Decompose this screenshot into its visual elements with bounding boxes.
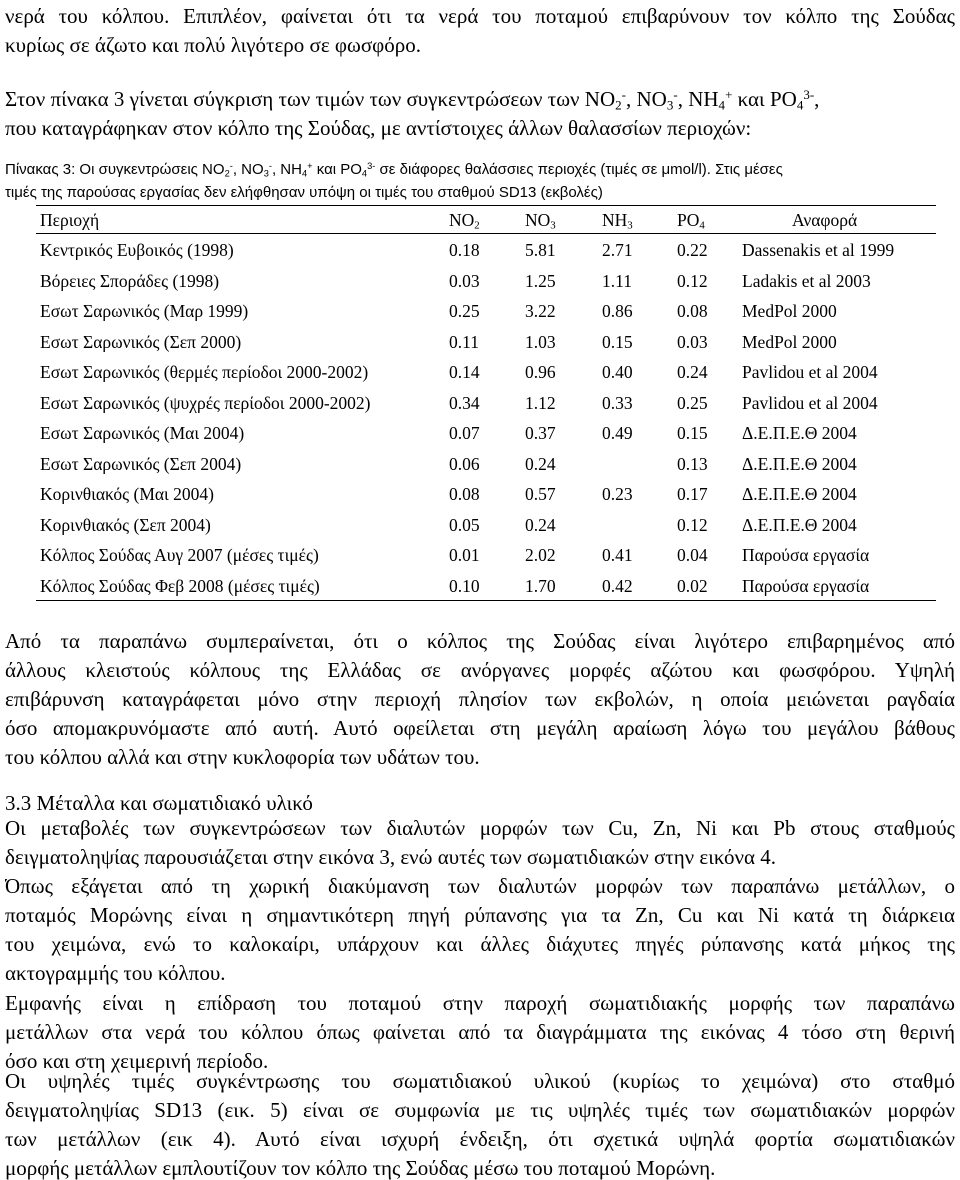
cell-no2: 0.03	[449, 270, 480, 291]
cell-po4: 0.15	[677, 423, 708, 443]
text-line: δειγματοληψίας SD13 (εικ. 5) είναι σε συμφωνία με τις υψηλές τιμές των σωματιδιακών μορφών	[5, 1098, 955, 1122]
cell-po4: 0.08	[677, 301, 708, 321]
cell-nh3: 0.40	[602, 362, 633, 382]
cell-ref: MedPol 2000	[742, 331, 837, 352]
cell-region: Εσωτ Σαρωνικός (Σεπ 2004)	[40, 453, 242, 474]
section-heading: 3.3 Μέταλλα και σωματιδιακό υλικό	[5, 791, 313, 815]
cell-no3: 1.25	[525, 270, 556, 291]
cell-ref: Pavlidou et al 2004	[742, 392, 878, 413]
text-line: Όπως εξάγεται από τη χωρική διακύμανση των διαλυτών μορφών των παραπάνω μετάλλων, ο	[5, 874, 955, 898]
cell-region: Εσωτ Σαρωνικός (θερμές περίοδοι 2000-2002)	[40, 362, 369, 382]
comparison-line-1	[5, 87, 955, 111]
cell-ref: Δ.Ε.Π.Ε.Θ 2004	[742, 453, 857, 474]
cell-ref: Δ.Ε.Π.Ε.Θ 2004	[742, 484, 857, 504]
text-line: Οι μεταβολές των συγκεντρώσεων των διαλυτών μορφών των Cu, Zn, Ni και Pb στους σταθμούς	[5, 816, 955, 840]
table-caption-line-1: Πίνακας 3: Οι συγκεντρώσεις $NO_2^-$, $NO_3^-$, $NH_4^+$ και $PO_4^{3-}$ σε διάφορες θαλάσσιες περιοχές (τιμές σε μmol/l). Στις μέσες	[5, 160, 783, 179]
cell-no2: 0.05	[449, 514, 480, 535]
cell-nh3: 1.11	[602, 270, 632, 291]
cell-region: Βόρειες Σποράδες (1998)	[40, 270, 220, 291]
text-line: όσο απομακρυνόμαστε από αυτή. Αυτό οφείλεται στη μεγάλη αραίωση λόγω του μεγάλου βάθους	[5, 716, 955, 740]
cell-no2: 0.14	[449, 362, 480, 382]
cell-nh3: 2.71	[602, 240, 633, 260]
cell-no3: 5.81	[525, 240, 556, 260]
comparison-line-2: που καταγράφηκαν στον κόλπο της Σούδας, με αντίστοιχες άλλων θαλασσίων περιοχών:	[5, 116, 752, 140]
cell-nh3: 0.41	[602, 545, 633, 565]
header-reference: Αναφορά	[792, 210, 858, 230]
cell-ref: Pavlidou et al 2004	[742, 362, 878, 382]
comparison-line-1-text: Στον πίνακα 3 γίνεται σύγκριση των τιμών των συγκεντρώσεων των $NO_2^-$, $NO_3^-$, $NH_4^+$ και $PO_4^{3-}$,	[5, 86, 820, 113]
header-po4: $PO_4$	[677, 210, 705, 232]
cell-no2: 0.34	[449, 392, 480, 413]
text-line: Οι υψηλές τιμές συγκέντρωσης του σωματιδιακού υλικού (κυρίως το χειμώνα) στο σταθμό	[5, 1069, 955, 1093]
cell-no2: 0.11	[449, 331, 479, 352]
cell-po4: 0.13	[677, 453, 708, 474]
header-nh3: $NH_3$	[602, 210, 633, 232]
cell-no3: 0.24	[525, 514, 556, 535]
text-line: ποταμός Μορώνης είναι η σημαντικότερη πηγή ρύπανσης για τα Zn, Cu και Ni κατά τη διάρκεια	[5, 903, 955, 927]
cell-region: Κορινθιακός (Μαι 2004)	[40, 484, 214, 504]
cell-no2: 0.06	[449, 453, 480, 474]
cell-region: Εσωτ Σαρωνικός (Σεπ 2000)	[40, 331, 242, 352]
text-line: των μετάλλων (εικ 4). Αυτό είναι ισχυρή ένδειξη, ότι σχετικά υψηλά φορτία σωματιδιακών	[5, 1127, 955, 1151]
intro-line-2: κυρίως σε άζωτο και πολύ λιγότερο σε φωσφόρο.	[5, 33, 422, 57]
cell-po4: 0.12	[677, 270, 708, 291]
text-line: άλλους κλειστούς κόλπους της Ελλάδας σε ανόργανες μορφές αζώτου και φωσφόρου. Υψηλή	[5, 658, 955, 682]
cell-po4: 0.04	[677, 545, 708, 565]
cell-po4: 0.17	[677, 484, 708, 504]
cell-ref: Δ.Ε.Π.Ε.Θ 2004	[742, 514, 857, 535]
cell-no2: 0.25	[449, 301, 480, 321]
text-line: Εμφανής είναι η επίδραση του ποταμού στην παροχή σωματιδιακής μορφής των παραπάνω	[5, 991, 955, 1015]
text-line: του κόλπου αλλά και στην κυκλοφορία των υδάτων του.	[5, 745, 480, 769]
table-caption-line-2: τιμές της παρούσας εργασίας δεν ελήφθησαν υπόψη οι τιμές του σταθμού SD13 (εκβολές)	[5, 184, 603, 201]
cell-region: Κορινθιακός (Σεπ 2004)	[40, 514, 211, 535]
header-no2: $NO_2$	[449, 210, 480, 232]
table-bottom-rule	[36, 600, 936, 601]
cell-no2: 0.18	[449, 240, 480, 260]
table-header-rule	[36, 233, 936, 234]
cell-no3: 0.57	[525, 484, 556, 504]
cell-no3: 0.96	[525, 362, 556, 382]
cell-po4: 0.03	[677, 331, 708, 352]
cell-region: Εσωτ Σαρωνικός (Μαι 2004)	[40, 423, 245, 443]
cell-region: Εσωτ Σαρωνικός (ψυχρές περίοδοι 2000-2002)	[40, 392, 371, 413]
cell-ref: Παρούσα εργασία	[742, 575, 870, 596]
cell-no2: 0.07	[449, 423, 480, 443]
text-line: μορφής μετάλλων εμπλουτίζουν τον κόλπο της Σούδας μέσω του ποταμού Μορώνη.	[5, 1156, 716, 1180]
cell-nh3: 0.86	[602, 301, 633, 321]
cell-nh3: 0.42	[602, 575, 633, 596]
cell-ref: MedPol 2000	[742, 301, 837, 321]
cell-po4: 0.25	[677, 392, 708, 413]
cell-no3: 1.70	[525, 575, 556, 596]
cell-no2: 0.01	[449, 545, 480, 565]
cell-region: Κεντρικός Ευβοικός (1998)	[40, 240, 234, 260]
text-line: επιβάρυνση καταγράφεται μόνο στην περιοχή πλησίον των εκβολών, η οποία μειώνεται ραγδαία	[5, 687, 955, 711]
cell-region: Εσωτ Σαρωνικός (Μαρ 1999)	[40, 301, 249, 321]
cell-no3: 2.02	[525, 545, 556, 565]
cell-no3: 3.22	[525, 301, 556, 321]
cell-no2: 0.10	[449, 575, 480, 596]
cell-po4: 0.12	[677, 514, 708, 535]
cell-ref: Δ.Ε.Π.Ε.Θ 2004	[742, 423, 857, 443]
header-no3: $NO_3$	[525, 210, 556, 232]
text-line: ακτογραμμής του κόλπου.	[5, 961, 226, 985]
cell-nh3: 0.49	[602, 423, 633, 443]
cell-region: Κόλπος Σούδας Φεβ 2008 (μέσες τιμές)	[40, 575, 320, 596]
text-line: του χειμώνα, ενώ το καλοκαίρι, υπάρχουν και άλλες διάχυτες πηγές ρύπανσης κατά μήκος της	[5, 932, 955, 956]
cell-ref: Dassenakis et al 1999	[742, 240, 895, 260]
cell-no3: 1.03	[525, 331, 556, 352]
text-line: μετάλλων στα νερά του κόλπου όπως φαίνεται από τα διαγράμματα της εικόνας 4 τόσο στη θερινή	[5, 1020, 955, 1044]
cell-no3: 1.12	[525, 392, 556, 413]
table-top-rule	[36, 205, 936, 206]
text-line: Από τα παραπάνω συμπεραίνεται, ότι ο κόλπος της Σούδας είναι λιγότερο επιβαρημένος από	[5, 629, 955, 653]
cell-ref: Ladakis et al 2003	[742, 270, 871, 291]
cell-no3: 0.24	[525, 453, 556, 474]
cell-no3: 0.37	[525, 423, 556, 443]
cell-nh3: 0.33	[602, 392, 633, 413]
intro-line-1: νερά του κόλπου. Επιπλέον, φαίνεται ότι τα νερά του ποταμού επιβαρύνουν τον κόλπο της Σούδας	[5, 4, 955, 28]
cell-po4: 0.02	[677, 575, 708, 596]
cell-no2: 0.08	[449, 484, 480, 504]
cell-region: Κόλπος Σούδας Αυγ 2007 (μέσες τιμές)	[40, 545, 319, 565]
header-region: Περιοχή	[40, 210, 100, 230]
text-line: όσο και στη χειμερινή περίοδο.	[5, 1049, 269, 1073]
cell-nh3: 0.23	[602, 484, 633, 504]
cell-po4: 0.24	[677, 362, 708, 382]
text-line: δειγματοληψίας παρουσιάζεται στην εικόνα 3, ενώ αυτές των σωματιδιακών στην εικόνα 4.	[5, 845, 777, 869]
cell-nh3: 0.15	[602, 331, 633, 352]
cell-po4: 0.22	[677, 240, 708, 260]
cell-ref: Παρούσα εργασία	[742, 545, 870, 565]
